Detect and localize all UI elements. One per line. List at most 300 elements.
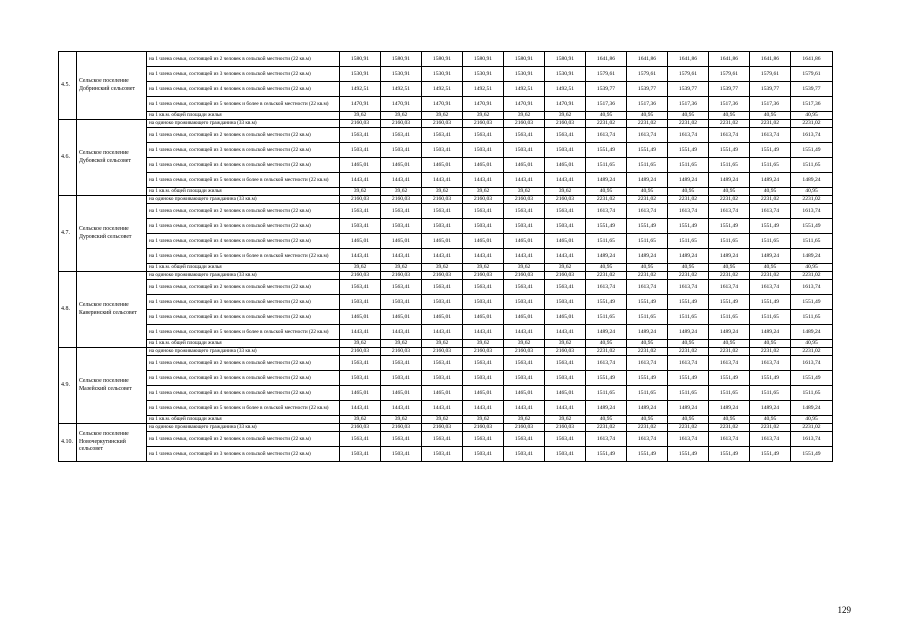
value-cell: 1503,41 [422, 143, 463, 158]
value-cell: 1580,91 [340, 52, 381, 67]
value-cell: 1551,49 [750, 143, 791, 158]
table-row [59, 401, 833, 416]
value-cell: 39,62 [545, 340, 586, 348]
value-cell: 40,95 [627, 416, 668, 424]
value-cell: 1443,41 [463, 249, 504, 264]
value-cell: 1511,65 [586, 386, 627, 401]
value-cell: 1563,41 [381, 280, 422, 295]
value-cell: 39,62 [340, 188, 381, 196]
value-cell: 1613,74 [709, 432, 750, 447]
value-cell: 2160,03 [463, 120, 504, 128]
value-cell: 2160,03 [504, 424, 545, 432]
value-cell: 1551,49 [709, 143, 750, 158]
value-cell: 2160,03 [422, 272, 463, 280]
value-cell: 1465,01 [422, 386, 463, 401]
value-cell: 1539,77 [750, 82, 791, 97]
value-cell: 2160,03 [381, 120, 422, 128]
value-cell: 2160,03 [545, 424, 586, 432]
value-cell: 1489,24 [709, 401, 750, 416]
value-cell: 40,95 [750, 264, 791, 272]
value-cell: 2231,02 [709, 120, 750, 128]
value-cell: 1613,74 [709, 356, 750, 371]
value-cell: 1492,51 [381, 82, 422, 97]
row-index: 4.10. [59, 424, 77, 462]
value-cell: 1489,24 [668, 325, 709, 340]
value-cell: 1511,65 [791, 310, 833, 325]
value-cell: 1511,65 [586, 310, 627, 325]
value-cell: 2231,02 [750, 196, 791, 204]
value-cell: 1613,74 [668, 356, 709, 371]
value-cell: 1579,61 [668, 67, 709, 82]
settlement-name: Сельское поселение Новочеркутинский сельсовет [77, 424, 147, 462]
value-cell: 1641,86 [668, 52, 709, 67]
value-cell: 1503,41 [545, 219, 586, 234]
value-cell: 1465,01 [463, 386, 504, 401]
value-cell: 39,62 [463, 264, 504, 272]
value-cell: 1563,41 [463, 356, 504, 371]
value-cell: 1641,86 [586, 52, 627, 67]
value-cell: 1613,74 [627, 128, 668, 143]
value-cell: 1511,65 [627, 234, 668, 249]
value-cell: 1511,65 [791, 234, 833, 249]
value-cell: 39,62 [463, 340, 504, 348]
value-cell: 1503,41 [504, 143, 545, 158]
value-cell: 1489,24 [627, 325, 668, 340]
value-cell: 1511,65 [750, 158, 791, 173]
value-cell: 1443,41 [504, 249, 545, 264]
family-type-label: на 1 члена семьи, состоящей из 5 человек и более в сельской местности (22 кв.м) [147, 401, 340, 416]
value-cell: 39,62 [422, 264, 463, 272]
family-type-label: на 1 члена семьи, состоящей из 4 человек в сельской местности (22 кв.м) [147, 310, 340, 325]
value-cell: 1613,74 [791, 280, 833, 295]
value-cell: 2160,03 [504, 120, 545, 128]
value-cell: 1613,74 [791, 432, 833, 447]
family-type-label: на 1 члена семьи, состоящей из 3 человек в сельской местности (22 кв.м) [147, 447, 340, 462]
value-cell: 1563,41 [340, 204, 381, 219]
value-cell: 1443,41 [422, 249, 463, 264]
value-cell: 1613,74 [586, 280, 627, 295]
value-cell: 40,95 [791, 112, 833, 120]
settlement-name: Сельское поселение Каверинский сельсовет [77, 272, 147, 348]
table-row [59, 424, 833, 432]
value-cell: 2231,02 [750, 424, 791, 432]
value-cell: 1489,24 [586, 401, 627, 416]
value-cell: 2160,03 [381, 348, 422, 356]
value-cell: 40,95 [668, 188, 709, 196]
value-cell: 2160,03 [340, 196, 381, 204]
value-cell: 1580,91 [422, 52, 463, 67]
value-cell: 1613,74 [750, 128, 791, 143]
value-cell: 1613,74 [668, 280, 709, 295]
value-cell: 1511,65 [791, 386, 833, 401]
value-cell: 1489,24 [750, 325, 791, 340]
row-index: 4.8. [59, 272, 77, 348]
table-row [59, 249, 833, 264]
value-cell: 1489,24 [791, 173, 833, 188]
value-cell: 40,95 [791, 416, 833, 424]
value-cell: 1511,65 [586, 158, 627, 173]
value-cell: 39,62 [422, 188, 463, 196]
family-type-label: на одиноко проживающего гражданина (33 кв.м) [147, 120, 340, 128]
family-type-label: на 1 члена семьи, состоящей из 4 человек в сельской местности (22 кв.м) [147, 386, 340, 401]
value-cell: 1563,41 [545, 432, 586, 447]
value-cell: 2231,02 [750, 348, 791, 356]
family-type-label: на 1 члена семьи, состоящей из 3 человек в сельской местности (22 кв.м) [147, 371, 340, 386]
value-cell: 1465,01 [545, 158, 586, 173]
value-cell: 1489,24 [668, 249, 709, 264]
value-cell: 1470,91 [381, 97, 422, 112]
value-cell: 1539,77 [586, 82, 627, 97]
value-cell: 1443,41 [504, 173, 545, 188]
value-cell: 1551,49 [668, 143, 709, 158]
family-type-label: на 1 члена семьи, состоящей из 3 человек в сельской местности (22 кв.м) [147, 67, 340, 82]
value-cell: 1503,41 [381, 371, 422, 386]
family-type-label: на 1 члена семьи, состоящей из 5 человек и более в сельской местности (22 кв.м) [147, 325, 340, 340]
row-index: 4.6. [59, 120, 77, 196]
table-row [59, 128, 833, 143]
value-cell: 1563,41 [545, 280, 586, 295]
value-cell: 1580,91 [381, 52, 422, 67]
family-type-label: на 1 члена семьи, состоящей из 5 человек и более в сельской местности (22 кв.м) [147, 173, 340, 188]
value-cell: 1503,41 [381, 447, 422, 462]
value-cell: 1489,24 [750, 173, 791, 188]
value-cell: 1443,41 [422, 325, 463, 340]
value-cell: 2160,03 [422, 120, 463, 128]
value-cell: 40,95 [586, 416, 627, 424]
table-row [59, 340, 833, 348]
value-cell: 1443,41 [422, 401, 463, 416]
settlement-name: Сельское поселение Дубовской сельсовет [77, 120, 147, 196]
table-row [59, 371, 833, 386]
value-cell: 1489,24 [709, 173, 750, 188]
value-cell: 1511,65 [750, 386, 791, 401]
value-cell: 1563,41 [504, 280, 545, 295]
value-cell: 1563,41 [340, 280, 381, 295]
value-cell: 1511,65 [750, 310, 791, 325]
value-cell: 1551,49 [668, 447, 709, 462]
value-cell: 1613,74 [668, 432, 709, 447]
value-cell: 1465,01 [504, 386, 545, 401]
value-cell: 1443,41 [340, 401, 381, 416]
value-cell: 1511,65 [668, 310, 709, 325]
value-cell: 1465,01 [504, 310, 545, 325]
value-cell: 40,95 [750, 416, 791, 424]
value-cell: 1613,74 [750, 356, 791, 371]
value-cell: 1613,74 [709, 128, 750, 143]
value-cell: 1503,41 [340, 295, 381, 310]
value-cell: 1465,01 [422, 234, 463, 249]
value-cell: 1492,51 [340, 82, 381, 97]
value-cell: 1443,41 [340, 325, 381, 340]
value-cell: 1613,74 [750, 204, 791, 219]
value-cell: 1511,65 [750, 234, 791, 249]
value-cell: 1551,49 [750, 447, 791, 462]
value-cell: 1563,41 [422, 356, 463, 371]
value-cell: 39,62 [381, 264, 422, 272]
value-cell: 40,95 [627, 264, 668, 272]
value-cell: 1443,41 [422, 173, 463, 188]
value-cell: 39,62 [422, 416, 463, 424]
value-cell: 1563,41 [422, 280, 463, 295]
value-cell: 1443,41 [381, 249, 422, 264]
value-cell: 39,62 [504, 112, 545, 120]
value-cell: 2231,02 [586, 424, 627, 432]
value-cell: 39,62 [504, 416, 545, 424]
table-row [59, 310, 833, 325]
family-type-label: на 1 члена семьи, состоящей из 5 человек и более в сельской местности (22 кв.м) [147, 249, 340, 264]
value-cell: 39,62 [381, 340, 422, 348]
value-cell: 39,62 [463, 112, 504, 120]
family-type-label: на 1 члена семьи, состоящей из 4 человек в сельской местности (22 кв.м) [147, 82, 340, 97]
family-type-label: на 1 члена семьи, состоящей из 4 человек в сельской местности (22 кв.м) [147, 234, 340, 249]
value-cell: 39,62 [504, 264, 545, 272]
value-cell: 1489,24 [668, 401, 709, 416]
value-cell: 1503,41 [504, 219, 545, 234]
table-row [59, 234, 833, 249]
value-cell: 1551,49 [750, 295, 791, 310]
value-cell: 1443,41 [545, 173, 586, 188]
tariff-table [58, 51, 833, 462]
value-cell: 1465,01 [463, 234, 504, 249]
value-cell: 1503,41 [463, 295, 504, 310]
value-cell: 2231,02 [791, 196, 833, 204]
value-cell: 2231,02 [791, 272, 833, 280]
value-cell: 1563,41 [340, 356, 381, 371]
value-cell: 39,62 [381, 188, 422, 196]
value-cell: 39,62 [463, 416, 504, 424]
value-cell: 2231,02 [709, 348, 750, 356]
value-cell: 1563,41 [463, 432, 504, 447]
value-cell: 39,62 [381, 112, 422, 120]
table-row [59, 447, 833, 462]
value-cell: 1563,41 [504, 128, 545, 143]
value-cell: 1530,91 [504, 67, 545, 82]
value-cell: 1443,41 [463, 325, 504, 340]
value-cell: 1563,41 [422, 128, 463, 143]
value-cell: 39,62 [340, 264, 381, 272]
value-cell: 1563,41 [422, 432, 463, 447]
value-cell: 1563,41 [463, 204, 504, 219]
value-cell: 2231,02 [627, 348, 668, 356]
value-cell: 40,95 [586, 340, 627, 348]
value-cell: 1503,41 [340, 143, 381, 158]
value-cell: 1517,36 [668, 97, 709, 112]
value-cell: 1465,01 [381, 386, 422, 401]
value-cell: 2160,03 [463, 348, 504, 356]
value-cell: 1511,65 [586, 234, 627, 249]
value-cell: 1465,01 [381, 310, 422, 325]
value-cell: 1613,74 [627, 280, 668, 295]
value-cell: 1539,77 [709, 82, 750, 97]
value-cell: 1613,74 [586, 356, 627, 371]
family-type-label: на 1 кв.м. общей площади жилья [147, 416, 340, 424]
value-cell: 40,95 [791, 340, 833, 348]
table-row [59, 272, 833, 280]
value-cell: 39,62 [422, 340, 463, 348]
value-cell: 1551,49 [586, 143, 627, 158]
value-cell: 1613,74 [709, 280, 750, 295]
value-cell: 1443,41 [545, 249, 586, 264]
value-cell: 1613,74 [586, 128, 627, 143]
table-row [59, 173, 833, 188]
value-cell: 1465,01 [463, 158, 504, 173]
value-cell: 1641,86 [750, 52, 791, 67]
value-cell: 1530,91 [545, 67, 586, 82]
table-row [59, 112, 833, 120]
value-cell: 1563,41 [340, 432, 381, 447]
value-cell: 1517,36 [709, 97, 750, 112]
table-row [59, 120, 833, 128]
value-cell: 1503,41 [381, 143, 422, 158]
value-cell: 1613,74 [586, 432, 627, 447]
value-cell: 1511,65 [709, 310, 750, 325]
value-cell: 1511,65 [668, 234, 709, 249]
value-cell: 1563,41 [545, 128, 586, 143]
value-cell: 1613,74 [750, 280, 791, 295]
value-cell: 1492,51 [504, 82, 545, 97]
value-cell: 1551,49 [668, 219, 709, 234]
value-cell: 1563,41 [381, 432, 422, 447]
value-cell: 1489,24 [586, 173, 627, 188]
value-cell: 1465,01 [545, 234, 586, 249]
value-cell: 1465,01 [340, 310, 381, 325]
value-cell: 1465,01 [381, 158, 422, 173]
table-row [59, 219, 833, 234]
value-cell: 1613,74 [668, 128, 709, 143]
family-type-label: на 1 кв.м. общей площади жилья [147, 188, 340, 196]
value-cell: 1563,41 [381, 204, 422, 219]
value-cell: 1503,41 [504, 295, 545, 310]
value-cell: 1489,24 [709, 249, 750, 264]
value-cell: 2231,02 [791, 120, 833, 128]
value-cell: 40,95 [709, 264, 750, 272]
value-cell: 39,62 [340, 416, 381, 424]
value-cell: 1511,65 [668, 386, 709, 401]
settlement-name: Сельское поселение Мазейский сельсовет [77, 348, 147, 424]
value-cell: 2160,03 [422, 424, 463, 432]
value-cell: 2160,03 [381, 424, 422, 432]
value-cell: 1563,41 [504, 432, 545, 447]
value-cell: 1613,74 [791, 356, 833, 371]
family-type-label: на одиноко проживающего гражданина (33 кв.м) [147, 272, 340, 280]
table-row [59, 67, 833, 82]
family-type-label: на 1 члена семьи, состоящей из 2 человек в сельской местности (22 кв.м) [147, 52, 340, 67]
value-cell: 1511,65 [627, 310, 668, 325]
row-index: 4.9. [59, 348, 77, 424]
value-cell: 1465,01 [545, 386, 586, 401]
value-cell: 39,62 [545, 188, 586, 196]
value-cell: 1613,74 [791, 204, 833, 219]
value-cell: 2160,03 [463, 196, 504, 204]
value-cell: 1465,01 [422, 158, 463, 173]
table-row [59, 325, 833, 340]
value-cell: 40,95 [709, 340, 750, 348]
table-row [59, 348, 833, 356]
value-cell: 2160,03 [504, 348, 545, 356]
value-cell: 1551,49 [750, 371, 791, 386]
value-cell: 1470,91 [340, 97, 381, 112]
value-cell: 1511,65 [627, 386, 668, 401]
value-cell: 1465,01 [504, 234, 545, 249]
value-cell: 1580,91 [545, 52, 586, 67]
value-cell: 1511,65 [668, 158, 709, 173]
value-cell: 1551,49 [586, 219, 627, 234]
settlement-name: Сельское поселение Добринский сельсовет [77, 52, 147, 120]
value-cell: 1443,41 [381, 401, 422, 416]
value-cell: 1443,41 [463, 173, 504, 188]
value-cell: 1503,41 [463, 371, 504, 386]
family-type-label: на одиноко проживающего гражданина (33 кв.м) [147, 196, 340, 204]
value-cell: 1613,74 [627, 356, 668, 371]
value-cell: 39,62 [545, 264, 586, 272]
value-cell: 1579,61 [627, 67, 668, 82]
value-cell: 1551,49 [791, 219, 833, 234]
value-cell: 1579,61 [750, 67, 791, 82]
value-cell: 2160,03 [545, 348, 586, 356]
value-cell: 2160,03 [381, 196, 422, 204]
value-cell: 1563,41 [545, 204, 586, 219]
family-type-label: на 1 члена семьи, состоящей из 4 человек в сельской местности (22 кв.м) [147, 158, 340, 173]
table-row [59, 264, 833, 272]
value-cell: 2160,03 [463, 272, 504, 280]
value-cell: 40,95 [586, 264, 627, 272]
value-cell: 1465,01 [422, 310, 463, 325]
value-cell: 1489,24 [627, 401, 668, 416]
table-row [59, 280, 833, 295]
value-cell: 39,62 [504, 340, 545, 348]
value-cell: 1517,36 [627, 97, 668, 112]
table-row [59, 143, 833, 158]
value-cell: 1443,41 [504, 325, 545, 340]
value-cell: 1613,74 [668, 204, 709, 219]
value-cell: 1551,49 [709, 371, 750, 386]
value-cell: 1489,24 [750, 249, 791, 264]
value-cell: 40,95 [627, 188, 668, 196]
value-cell: 1563,41 [381, 356, 422, 371]
value-cell: 40,95 [750, 188, 791, 196]
family-type-label: на 1 члена семьи, состоящей из 2 человек в сельской местности (22 кв.м) [147, 128, 340, 143]
table-row [59, 356, 833, 371]
value-cell: 2160,03 [504, 272, 545, 280]
value-cell: 1551,49 [627, 447, 668, 462]
value-cell: 1551,49 [668, 295, 709, 310]
value-cell: 2160,03 [340, 272, 381, 280]
value-cell: 2231,02 [627, 120, 668, 128]
family-type-label: на 1 члена семьи, состоящей из 3 человек в сельской местности (22 кв.м) [147, 143, 340, 158]
value-cell: 39,62 [422, 112, 463, 120]
value-cell: 1443,41 [504, 401, 545, 416]
value-cell: 2160,03 [340, 348, 381, 356]
value-cell: 1465,01 [340, 386, 381, 401]
value-cell: 1563,41 [463, 128, 504, 143]
value-cell: 1517,36 [750, 97, 791, 112]
value-cell: 1465,01 [545, 310, 586, 325]
value-cell: 1530,91 [340, 67, 381, 82]
value-cell: 1443,41 [463, 401, 504, 416]
value-cell: 1563,41 [545, 356, 586, 371]
value-cell: 1503,41 [422, 447, 463, 462]
value-cell: 1613,74 [627, 432, 668, 447]
value-cell: 1551,49 [627, 143, 668, 158]
value-cell: 2231,02 [750, 120, 791, 128]
value-cell: 1613,74 [791, 128, 833, 143]
family-type-label: на 1 кв.м. общей площади жилья [147, 340, 340, 348]
value-cell: 1641,86 [791, 52, 833, 67]
value-cell: 1641,86 [709, 52, 750, 67]
value-cell: 2231,02 [709, 424, 750, 432]
value-cell: 1539,77 [791, 82, 833, 97]
value-cell: 39,62 [463, 188, 504, 196]
